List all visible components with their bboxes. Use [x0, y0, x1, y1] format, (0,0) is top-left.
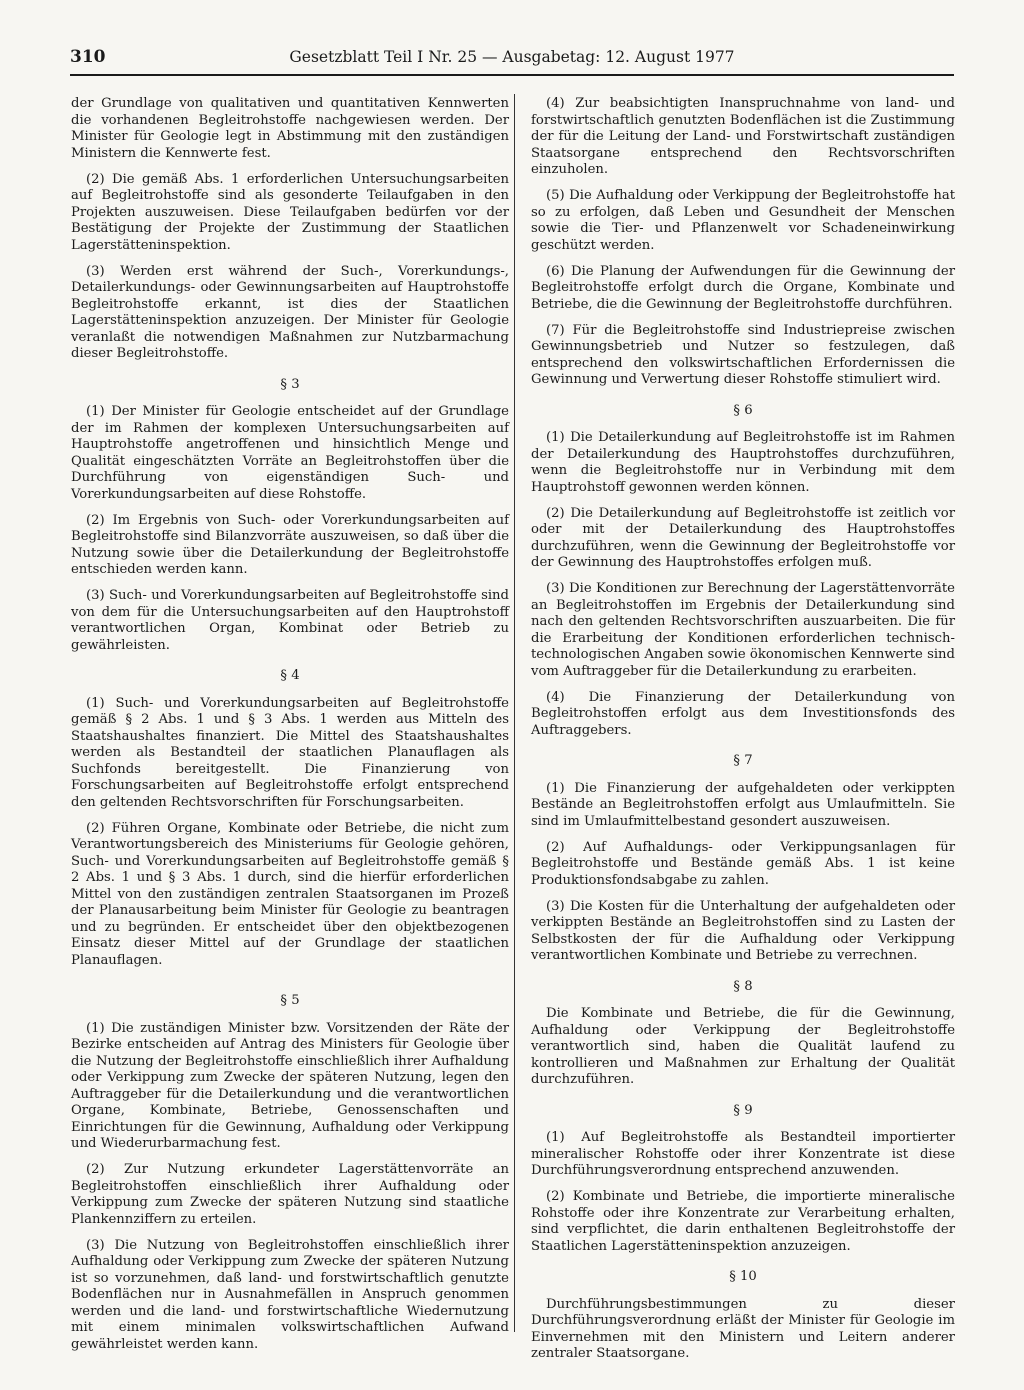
section-heading-9: § 9: [733, 1102, 753, 1118]
paragraph: (1) Auf Begleitrohstoffe als Bestandteil importierter mineralischer Rohstoffe oder ihrer Konzentrate ist diese Durchführungsverordnung entsprechend anzuwenden.: [531, 1130, 955, 1178]
paragraph: Durchführungsbestimmungen zu dieser Durchführungsverordnung erläßt der Minister für Geologie im Einvernehmen mit den Ministern und Leitern anderer zentraler Staatsorgane.: [531, 1296, 955, 1361]
paragraph: (3) Die Kosten für die Unterhaltung der aufgehaldeten oder verkippten Bestände an Begleitrohstoffen sind zu Lasten der Selbstkosten der für die Aufhaldung oder Verkippung verantwortlichen Kombinate und Betriebe zu verrechnen.: [531, 898, 955, 963]
paragraph: (1) Die zuständigen Minister bzw. Vorsitzenden der Räte der Bezirke entscheiden auf Antrag des Ministers für Geologie über die Nutzung der Begleitrohstoffe einschließlich ihrer Aufhaldung oder Verkippung zum Zwecke der späteren Nutzung, legen den Auftraggeber für die Detailerkundung und die verantwortlichen Organe, Kombinate, Betriebe, Genossenschaften und Einrichtungen für die Gewinnung, Aufhaldung oder Verkippung und Wiederurbarmachung fest.: [71, 1020, 509, 1151]
paragraph: (1) Such- und Vorerkundungsarbeiten auf Begleitrohstoffe gemäß § 2 Abs. 1 und § 3 Abs. 1 werden aus Mitteln des Staatshaushaltes finanziert. Die Mittel des Staatshaushaltes werden als Bestandteil der staatlichen Planauflagen als Suchfonds bereitgestellt. Die Finanzierung von Forschungsarbeiten auf Begleitrohstoffe erfolgt entsprechend den geltenden Rechtsvorschriften für Forschungsarbeiten.: [71, 695, 509, 810]
paragraph: (3) Such- und Vorerkundungsarbeiten auf Begleitrohstoffe sind von dem für die Untersuchungsarbeiten auf den Hauptrohstoff verantwortlichen Organ, Kombinat oder Betrieb zu gewährleisten.: [71, 588, 509, 653]
left-column: [71, 96, 509, 1363]
section-heading-3: § 3: [280, 376, 300, 392]
section-heading-10: § 10: [729, 1269, 757, 1284]
section-heading-5: § 5: [280, 993, 300, 1008]
page-number: 310: [70, 47, 106, 67]
paragraph: (4) Zur beabsichtigten Inanspruchnahme von land- und forstwirtschaftlich genutzten Bodenflächen ist die Zustimmung der für die Leitung der Land- und Forstwirtschaft zuständigen Staatsorgane entsprechend den Rechtsvorschriften einzuholen.: [531, 96, 955, 177]
paragraph: (7) Für die Begleitrohstoffe sind Industriepreise zwischen Gewinnungsbetrieb und Nutzer so festzulegen, daß entsprechend den volkswirtschaftlichen Erfordernissen die Gewinnung und Verwertung dieser Rohstoffe stimuliert wird.: [531, 322, 955, 387]
paragraph: (1) Die Detailerkundung auf Begleitrohstoffe ist im Rahmen der Detailerkundung des Hauptrohstoffes durchzuführen, wenn die Begleitrohstoffe nur in Verbindung mit dem Hauptrohstoff gewonnen werden können.: [531, 430, 955, 495]
paragraph: (3) Werden erst während der Such-, Vorerkundungs-, Detailerkundungs- oder Gewinnungsarbeiten auf Hauptrohstoffe Begleitrohstoffe erkannt, ist dies der Staatlichen Lagerstätteninspektion anzuzeigen. Der Minister für Geologie veranlaßt die notwendigen Maßnahmen zur Nutzbarmachung dieser Begleitrohstoffe.: [71, 263, 509, 361]
header-rule: [70, 74, 954, 76]
paragraph: (5) Die Aufhaldung oder Verkippung der Begleitrohstoffe hat so zu erfolgen, daß Leben und Gesundheit der Menschen sowie die Tier- und Pflanzenwelt vor Schadeneinwirkung geschützt werden.: [531, 188, 955, 253]
page-header: [70, 47, 954, 73]
paragraph: (3) Die Konditionen zur Berechnung der Lagerstättenvorräte an Begleitrohstoffen im Ergebnis der Detailerkundung sind nach den geltenden Rechtsvorschriften auszuarbeiten. Die für die Erarbeitung der Konditionen erforderlichen technisch-technologischen Angaben sowie ökonomischen Kennwerte sind vom Auftraggeber für die Detailerkundung zu erarbeiten.: [531, 581, 955, 679]
paragraph: Die Kombinate und Betriebe, die für die Gewinnung, Aufhaldung oder Verkippung der Begleitrohstoffe verantwortlich sind, haben die Qualität laufend zu kontrollieren und Maßnahmen zur Erhaltung der Qualität durchzuführen.: [531, 1006, 955, 1087]
paragraph: (2) Die gemäß Abs. 1 erforderlichen Untersuchungsarbeiten auf Begleitrohstoffe sind als gesonderte Teilaufgaben in den Projekten auszuweisen. Diese Teilaufgaben bedürfen vor der Bestätigung der Projekte der Zustimmung der Staatlichen Lagerstätteninspektion.: [71, 171, 509, 253]
paragraph: (4) Die Finanzierung der Detailerkundung von Begleitrohstoffen erfolgt aus dem Investitionsfonds des Auftraggebers.: [531, 689, 955, 738]
running-title: Gesetzblatt Teil I Nr. 25 — Ausgabetag: 12. August 1977: [289, 48, 735, 66]
section-heading-4: § 4: [280, 668, 300, 683]
paragraph: (2) Kombinate und Betriebe, die importierte mineralische Rohstoffe oder ihre Konzentrate zur Verarbeitung erhalten, sind verpflichtet, die darin enthaltenen Begleitrohstoffe der Staatlichen Lagerstätteninspektion anzuzeigen.: [531, 1189, 955, 1254]
right-column: [531, 96, 955, 1372]
section-heading-8: § 8: [733, 978, 753, 994]
paragraph: (2) Führen Organe, Kombinate oder Betriebe, die nicht zum Verantwortungsbereich des Ministeriums für Geologie gehören, Such- und Vorerkundungsarbeiten auf Begleitrohstoffe gemäß § 2 Abs. 1 und § 3 Abs. 1 durch, sind die hierfür erforderlichen Mittel von den zuständigen zentralen Staatsorganen im Prozeß der Planausarbeitung beim Minister für Geologie zu beantragen und zu begründen. Er entscheidet über den objektbezogenen Einsatz dieser Mittel auf der Grundlage der staatlichen Planauflagen.: [71, 820, 509, 968]
paragraph: (2) Die Detailerkundung auf Begleitrohstoffe ist zeitlich vor oder mit der Detailerkundung des Hauptrohstoffes durchzuführen, wenn die Gewinnung der Begleitrohstoffe vor der Gewinnung des Hauptrohstoffes erfolgen muß.: [531, 505, 955, 570]
paragraph: der Grundlage von qualitativen und quantitativen Kennwerten die vorhandenen Begleitrohstoffe nachgewiesen werden. Der Minister für Geologie legt in Abstimmung mit den zuständigen Ministern die Kennwerte fest.: [71, 96, 509, 161]
paragraph: (1) Der Minister für Geologie entscheidet auf der Grundlage der im Rahmen der komplexen Untersuchungsarbeiten auf Hauptrohstoffe angetroffenen und hinsichtlich Menge und Qualität eingeschätzten Vorräte an Begleitrohstoffen über die Durchführung von eigenständigen Such- und Vorerkundungsarbeiten auf diese Rohstoffe.: [71, 404, 509, 502]
paragraph: (2) Zur Nutzung erkundeter Lagerstättenvorräte an Begleitrohstoffen einschließlich ihrer Aufhaldung oder Verkippung zum Zwecke der späteren Nutzung sind staatliche Plankennziffern zu erteilen.: [71, 1162, 509, 1227]
paragraph: (2) Auf Aufhaldungs- oder Verkippungsanlagen für Begleitrohstoffe und Bestände gemäß Abs. 1 ist keine Produktionsfondsabgabe zu zahlen.: [531, 839, 955, 888]
paragraph: (1) Die Finanzierung der aufgehaldeten oder verkippten Bestände an Begleitrohstoffen erfolgt aus Umlaufmitteln. Sie sind im Umlaufmittelbestand gesondert auszuweisen.: [531, 780, 955, 829]
section-heading-7: § 7: [733, 753, 753, 768]
paragraph: (2) Im Ergebnis von Such- oder Vorerkundungsarbeiten auf Begleitrohstoffe sind Bilanzvorräte auszuweisen, so daß über die Nutzung sowie über die Detailerkundung der Begleitrohstoffe entschieden werden kann.: [71, 512, 509, 577]
paragraph: (6) Die Planung der Aufwendungen für die Gewinnung der Begleitrohstoffe erfolgt durch die Organe, Kombinate und Betriebe, die die Gewinnung der Begleitrohstoffe durchführen.: [531, 263, 955, 312]
section-heading-6: § 6: [733, 402, 753, 418]
paragraph: (3) Die Nutzung von Begleitrohstoffen einschließlich ihrer Aufhaldung oder Verkippung zum Zwecke der späteren Nutzung ist so vorzunehmen, daß land- und forstwirtschaftlich genutzte Bodenflächen nur in Ausnahmefällen in Anspruch genommen werden und die land- und forstwirtschaftliche Wiedernutzung mit einem minimalen volkswirtschaftlichen Aufwand gewährleistet werden kann.: [71, 1237, 509, 1352]
column-divider: [514, 94, 515, 1332]
